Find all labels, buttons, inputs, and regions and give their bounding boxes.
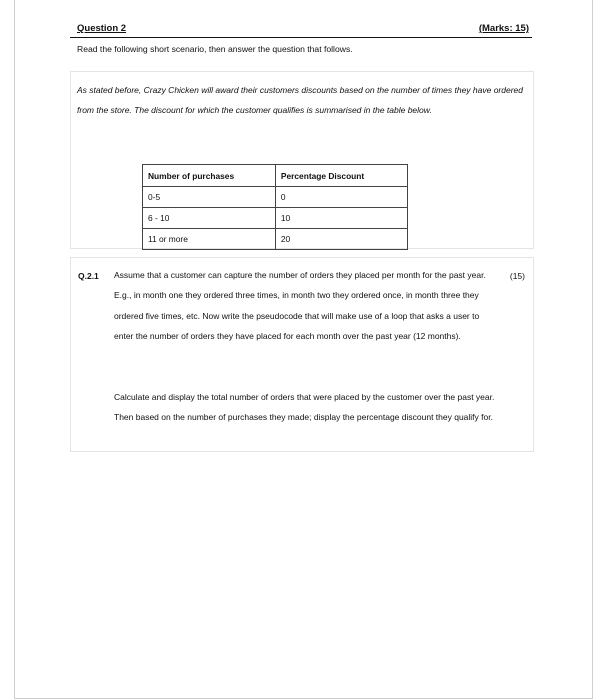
subquestion-text-2: Calculate and display the total number of orders that were placed by the customer over the past year. Then based on the number of purchases they made; display the percentage discount they qualify for. xyxy=(114,392,495,423)
subquestion-box xyxy=(70,257,534,452)
table-row xyxy=(143,187,408,208)
subquestion-text-1: Assume that a customer can capture the number of orders they placed per month for the past year. E.g., in month one they ordered three times, in month two they ordered once, in month three they ordered five times, etc. Now write the pseudocode that will make use of a loop that asks a user to enter the number of orders they have placed for each month over the past year (12 months). xyxy=(114,270,486,341)
intro-text: Read the following short scenario, then answer the question that follows. xyxy=(77,44,353,54)
scenario-text: As stated before, Crazy Chicken will award their customers discounts based on the number of times they have ordered from the store. The discount for which the customer qualifies is summarised in the table below. xyxy=(77,85,523,115)
table-row xyxy=(143,208,408,229)
scenario-box xyxy=(70,71,534,249)
table-header-discount: Percentage Discount xyxy=(275,165,407,187)
table-cell-purchases: 6 - 10 xyxy=(143,208,276,229)
table-row xyxy=(143,229,408,250)
discount-table xyxy=(142,164,408,250)
question-marks: (Marks: 15) xyxy=(478,23,529,34)
question-title: Question 2 xyxy=(77,23,127,34)
question-header xyxy=(70,21,532,38)
subquestion-marks: (15) xyxy=(509,271,525,281)
table-cell-discount: 20 xyxy=(275,229,407,250)
table-header-purchases: Number of purchases xyxy=(143,165,276,187)
table-header-row xyxy=(143,165,408,187)
table-cell-discount: 10 xyxy=(275,208,407,229)
subquestion-number: Q.2.1 xyxy=(78,271,99,281)
table-cell-purchases: 0-5 xyxy=(143,187,276,208)
table-cell-purchases: 11 or more xyxy=(143,229,276,250)
table-cell-discount: 0 xyxy=(275,187,407,208)
